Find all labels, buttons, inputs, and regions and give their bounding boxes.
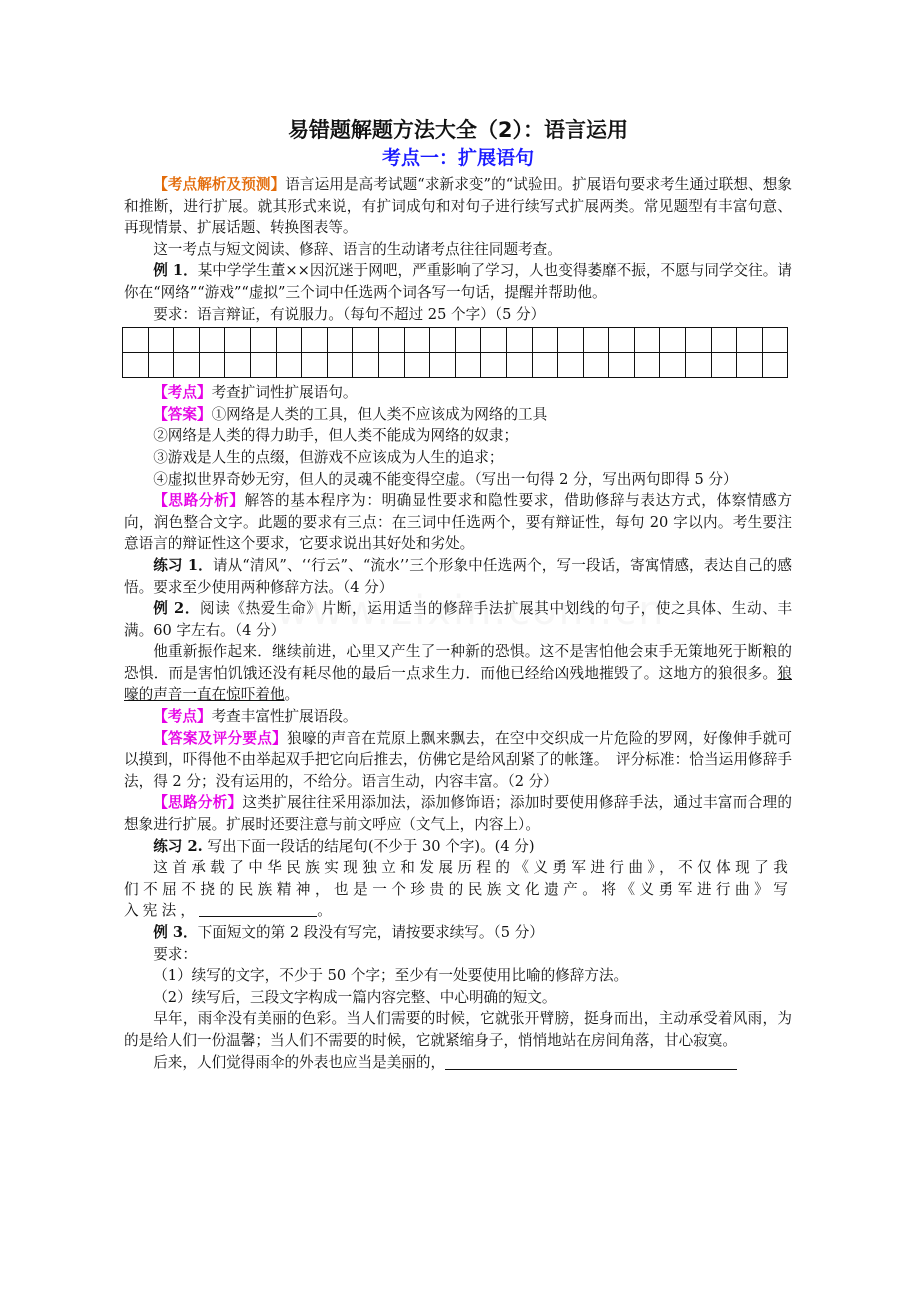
grid-cell[interactable] [455, 353, 481, 378]
fill-blank[interactable] [199, 902, 317, 917]
exercise-2-end: 。 [317, 902, 332, 920]
grid-cell[interactable] [148, 353, 174, 378]
answer-tag: 【答案】 [153, 405, 212, 423]
analysis-tag: 【思路分析】 [153, 794, 243, 812]
point-tag: 【考点】 [153, 384, 212, 402]
grid-cell[interactable] [558, 328, 584, 353]
intro-tag: 【考点解析及预测】 [153, 176, 286, 193]
grid-row [123, 328, 788, 353]
grid-cell[interactable] [250, 353, 276, 378]
grid-cell[interactable] [302, 328, 328, 353]
example-1-answer [124, 404, 792, 426]
answer-3: ③游戏是人生的点缀，但游戏不应该成为人生的追求； [153, 448, 504, 466]
grid-cell[interactable] [353, 328, 379, 353]
intro-paragraph [124, 174, 792, 239]
example-3-label: 例 3． [153, 924, 198, 941]
example-1-label: 例 1． [153, 262, 198, 280]
exercise-1 [124, 555, 792, 598]
passage-text: 他重新振作起来．继续前进，心里又产生了一种新的恐惧。这不是害怕他会束手无策地死于断粮的恐惧．而是害怕饥饿还没有耗尽他的最后一点求生力．而他已经给凶残地摧毁了。这地方的狼很多。 [124, 643, 792, 682]
example-3-paragraph-2 [124, 1052, 792, 1074]
example-2-label: 例 2． [153, 600, 201, 618]
grid-cell[interactable] [583, 353, 609, 378]
grid-cell[interactable] [353, 353, 379, 378]
example-2-passage [124, 641, 792, 706]
grid-cell[interactable] [481, 353, 507, 378]
paragraph-2-text: 后来，人们觉得雨伞的外表也应当是美丽的， [153, 1053, 446, 1071]
document-body [124, 116, 792, 1073]
grid-cell[interactable] [378, 328, 404, 353]
grid-cell[interactable] [583, 328, 609, 353]
analysis-text: 解答的基本程序为：明确显性要求和隐性要求，借助修辞与表达方式，体察情感方向，润色整合文字。此题的要求有三点：在三词中任选两个，要有辩证性，每句 20 字以内。考生要注意语言的辩证性这个要求，它要求说出其好处和劣处。 [124, 492, 792, 553]
point-text: 考查丰富性扩展语段。 [211, 708, 358, 726]
grid-cell[interactable] [250, 328, 276, 353]
grid-cell[interactable] [430, 353, 456, 378]
example-2-text: 阅读《热爱生命》片断，运用适当的修辞手法扩展其中划线的句子，使之具体、生动、丰满。60 字左右。（4 分） [124, 600, 792, 639]
example-2-point [124, 706, 792, 728]
grid-cell[interactable] [378, 353, 404, 378]
exercise-1-text: 请从“清风”、‘‘行云”、“流水’’三个形象中任选两个，写一段话，寄寓情感，表达自己的感悟。要求至少使用两种修辞方法。（4 分） [124, 556, 792, 596]
intro-paragraph-2: 这一考点与短文阅读、修辞、语言的生动诸考点往往同题考查。 [153, 240, 562, 258]
grid-row [123, 353, 788, 378]
example-2-answer [124, 728, 792, 793]
answer-1: ①网络是人类的工具，但人类不应该成为网络的工具 [211, 405, 548, 423]
grid-cell[interactable] [327, 328, 353, 353]
page-title: 易错题解题方法大全（2）：语言运用 [287, 118, 629, 142]
grid-cell[interactable] [532, 328, 558, 353]
grid-cell[interactable] [481, 328, 507, 353]
grid-cell[interactable] [199, 328, 225, 353]
example-2 [124, 598, 792, 641]
answer-text: 狼嚎的声音在荒原上飘来飘去，在空中交织成一片危险的罗网，好像伸手就可以摸到，吓得他不由举起双手把它向后推去，仿佛它是给风刮紧了的帐篷。 评分标准：恰当运用修辞手法，得 2 分；没有运用的，不给分。语言生动，内容丰富。（2 分） [124, 729, 792, 790]
example-3-req-2: （2）续写后，三段文字构成一篇内容完整、中心明确的短文。 [153, 988, 557, 1006]
grid-cell[interactable] [148, 328, 174, 353]
grid-cell[interactable] [532, 353, 558, 378]
exercise-1-label: 练习 1． [153, 556, 213, 574]
exercise-2-passage-text: 这首承载了中华民族实现独立和发展历程的《义勇军进行曲》，不仅体现了我们不屈不挠的民族精神，也是一个珍贵的民族文化遗产。将《义勇军进行曲》写入宪法， [124, 859, 792, 920]
grid-cell[interactable] [506, 328, 532, 353]
answer-grid [122, 327, 788, 378]
grid-cell[interactable] [327, 353, 353, 378]
continuation-blank[interactable] [445, 1053, 737, 1070]
grid-cell[interactable] [174, 328, 200, 353]
analysis-tag: 【思路分析】 [153, 492, 245, 510]
grid-cell[interactable] [506, 353, 532, 378]
example-1-analysis [124, 490, 792, 555]
grid-cell[interactable] [225, 328, 251, 353]
example-3 [124, 922, 792, 944]
grid-cell[interactable] [660, 328, 686, 353]
passage-end: 。 [284, 686, 300, 704]
answer-2: ②网络是人类的得力助手，但人类不能成为网络的奴隶； [153, 427, 519, 445]
example-2-analysis [124, 792, 792, 835]
grid-cell[interactable] [455, 328, 481, 353]
grid-cell[interactable] [123, 328, 149, 353]
grid-cell[interactable] [558, 353, 584, 378]
example-1 [124, 260, 792, 303]
point-tag: 【考点】 [153, 708, 212, 726]
grid-cell[interactable] [711, 353, 737, 378]
grid-cell[interactable] [634, 328, 660, 353]
grid-cell[interactable] [660, 353, 686, 378]
example-3-req-1: （1）续写的文字，不少于 50 个字；至少有一处要使用比喻的修辞方法。 [153, 967, 629, 985]
underlined-sentence: 狼嚎的声音一直在惊吓着他 [124, 664, 792, 704]
grid-cell[interactable] [762, 328, 788, 353]
point-text: 考查扩词性扩展语句。 [211, 384, 358, 402]
grid-cell[interactable] [404, 328, 430, 353]
grid-cell[interactable] [276, 353, 302, 378]
answer-4: ④虚拟世界奇妙无穷，但人的灵魂不能变得空虚。（写出一句得 2 分，写出两句即得 5 分） [153, 470, 738, 488]
grid-cell[interactable] [123, 353, 149, 378]
answer-tag: 【答案及评分要点】 [153, 729, 287, 747]
example-3-paragraph-1: 早年，雨伞没有美丽的色彩。当人们需要的时候，它就张开臂膀，挺身而出，主动承受着风雨，为的是给人们一份温馨；当人们不需要的时候，它就紧缩身子，悄悄地站在房间角落，甘心寂寞。 [124, 1010, 792, 1049]
grid-cell[interactable] [737, 328, 763, 353]
grid-cell[interactable] [302, 353, 328, 378]
grid-cell[interactable] [225, 353, 251, 378]
grid-cell[interactable] [686, 353, 712, 378]
example-3-req: 要求： [153, 945, 197, 963]
grid-cell[interactable] [609, 328, 635, 353]
grid-cell[interactable] [711, 328, 737, 353]
grid-cell[interactable] [430, 328, 456, 353]
exercise-2 [124, 836, 792, 858]
exercise-2-passage [124, 857, 792, 922]
grid-cell[interactable] [609, 353, 635, 378]
grid-cell[interactable] [199, 353, 225, 378]
grid-cell[interactable] [276, 328, 302, 353]
grid-cell[interactable] [762, 353, 788, 378]
grid-cell[interactable] [686, 328, 712, 353]
intro-text: 语言运用是高考试题“求新求变”的“试验田。扩展语句要求考生通过联想、想象和推断，进行扩展。就其形式来说，有扩词成句和对句子进行续写式扩展两类。常见题型有丰富句意、再现情景、扩展话题、转换图表等。 [124, 176, 792, 237]
example-1-requirement: 要求：语言辩证，有说服力。（每句不超过 25 个字）（5 分） [153, 305, 546, 323]
grid-cell[interactable] [404, 353, 430, 378]
grid-cell[interactable] [634, 353, 660, 378]
grid-cell[interactable] [174, 353, 200, 378]
exercise-2-label: 练习 2. [153, 837, 203, 855]
example-1-point [124, 382, 792, 404]
section-title: 考点一：扩展语句 [381, 147, 534, 169]
grid-cell[interactable] [737, 353, 763, 378]
example-1-text: 某中学学生董××因沉迷于网吧，严重影响了学习，人也变得萎靡不振，不愿与同学交往。请你在“网络”“游戏”“虚拟”三个词中任选两个词各写一句话，提醒并帮助他。 [124, 262, 792, 301]
exercise-2-text: 写出下面一段话的结尾句(不少于 30 个字)。(4 分) [207, 837, 535, 855]
example-3-text: 下面短文的第 2 段没有写完，请按要求续写。（5 分） [197, 924, 544, 941]
analysis-text: 这类扩展往往采用添加法，添加修饰语；添加时要使用修辞手法，通过丰富而合理的想象进行扩展。扩展时还要注意与前文呼应（文气上，内容上）。 [124, 794, 792, 834]
